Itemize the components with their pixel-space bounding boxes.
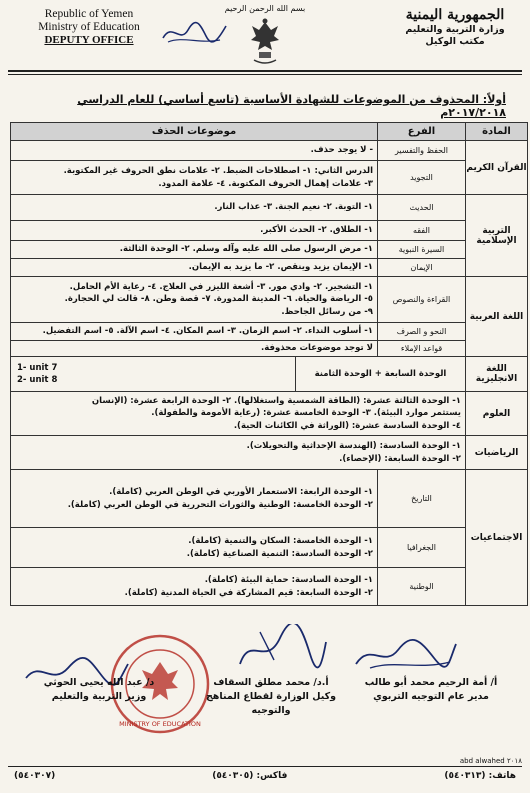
signature-scribble-2 xyxy=(230,624,330,674)
topics-imla: لا توجد موضوعات محذوفة. xyxy=(11,341,378,357)
subject-science: العلوم xyxy=(466,392,528,436)
branch-civic: الوطنية xyxy=(378,568,466,606)
branch-grammar: النحو و الصرف xyxy=(378,323,466,341)
footer-contacts xyxy=(14,771,516,781)
director-name: أ/ أمة الرحيم محمد أبو طالب xyxy=(364,677,498,688)
english-units: 1- unit 7 2- unit 8 xyxy=(17,362,58,385)
topics-hifz: - لا يوجد حذف. xyxy=(11,141,378,161)
director-title: مدير عام التوجيه التربوي xyxy=(373,691,489,702)
branch-tajweed: التجويد xyxy=(378,161,466,195)
minister-name: د/ عبد الله يحيى الحوثي xyxy=(43,677,155,688)
signature-deputy xyxy=(186,676,356,718)
table-row xyxy=(11,161,528,195)
basmala: بسم الله الرحمن الرحيم xyxy=(224,4,306,13)
header-divider-thin xyxy=(8,74,522,75)
branch-history: التاريخ xyxy=(378,470,466,528)
table-row xyxy=(11,195,528,221)
deputy-title: وكيل الوزارة لقطاع المناهج والتوجيه xyxy=(205,691,337,716)
office-name: DEPUTY OFFICE xyxy=(44,34,134,46)
topics-tajweed: الدرس الثاني: ١- اصطلاحات الضبط. ٢- علامات نطق الحروف غير المكتوبة. ٣- علامات إهمال الحروف المكتوبة. ٤- علامة المدود. xyxy=(11,161,378,195)
subject-social: الاجتماعيات xyxy=(466,470,528,606)
table-row xyxy=(11,436,528,470)
table-row xyxy=(11,528,528,568)
branch-hadith: الحديث xyxy=(378,195,466,221)
branch-geo: الجغرافيا xyxy=(378,528,466,568)
header-signature xyxy=(160,18,230,48)
branch-hifz: الحفظ والتفسير xyxy=(378,141,466,161)
stamp-text: MINISTRY OF EDUCATION xyxy=(119,720,201,728)
table-row xyxy=(11,568,528,606)
topics-hadith: ١- التوبة. ٢- نعيم الجنة. ٣- عذاب النار. xyxy=(11,195,378,221)
branch-seerah: السيرة النبوية xyxy=(378,241,466,259)
subject-math: الرياضيات xyxy=(466,436,528,470)
eagle-emblem-icon xyxy=(248,16,282,66)
english-arabic-text: الوحدة السابعة + الوحدة الثامنة xyxy=(295,357,465,391)
table-row xyxy=(11,357,528,392)
country-name: Republic of Yemen xyxy=(44,8,134,20)
table-row xyxy=(11,323,528,341)
footer-fax: فاكس: (٥٤٠٣٠٥) xyxy=(212,771,288,781)
topics-reading: ١- التشجير. ٢- وادي مور. ٣- أشعة الليزر في العلاج. ٤- رعاية الأم الحامل. ٥- الرياضة والحياة. ٦- المدينة المدورة. ٧- قصة وطن. ٨- قالت لي الحجارة. ٩- من رسائل الجاحظ. xyxy=(11,277,378,323)
table-row xyxy=(11,392,528,436)
table-row xyxy=(11,241,528,259)
topics-iman: ١- الإيمان يزيد وينقص. ٢- ما يزيد به الإيمان. xyxy=(11,259,378,277)
table-header-row xyxy=(11,123,528,141)
table-row xyxy=(11,277,528,323)
table-row xyxy=(11,341,528,357)
footer-phone: هاتف: (٥٤٠٣١٣) xyxy=(444,771,516,781)
table-row xyxy=(11,470,528,528)
document-title: أولاً: المحذوف من الموضوعات للشهادة الأساسية (تاسع أساسي) للعام الدراسي ٢٠١٧/٢٠١٨م xyxy=(77,93,506,119)
arabic-office-name: مكتب الوكيل xyxy=(425,36,485,47)
topics-math: ١- الوحدة السادسة: (الهندسة الإحداثية والتحويلات). ٢- الوحدة السابعة: (الإحصاء). xyxy=(11,436,466,470)
table-row xyxy=(11,221,528,241)
subject-quran: القرآن الكريم xyxy=(466,141,528,195)
table-row xyxy=(11,259,528,277)
topics-seerah: ١- مرض الرسول صلى الله عليه وآله وسلم. ٢- الوحدة الثالثة. xyxy=(11,241,378,259)
footer-divider xyxy=(8,766,522,767)
minister-title: وزير التربية والتعليم xyxy=(51,691,147,702)
deputy-name: أ.د/ محمد مطلق السقاف xyxy=(213,677,329,688)
deletions-table xyxy=(10,122,528,606)
topics-geo: ١- الوحدة الخامسة: السكان والتنمية (كاملة). ٢- الوحدة السادسة: التنمية الصناعية (كاملة). xyxy=(11,528,378,568)
header-divider xyxy=(8,70,522,72)
topics-fiqh: ١- الطلاق. ٢- الحدث الأكبر. xyxy=(11,221,378,241)
header-subject: المادة xyxy=(466,123,528,141)
branch-iman: الإيمان xyxy=(378,259,466,277)
header-branch: الفرع xyxy=(378,123,466,141)
signature-scribble-1 xyxy=(350,634,460,674)
topics-history: ١- الوحدة الرابعة: الاستعمار الأوربي في الوطن العربي (كاملة). ٢- الوحدة الخامسة: الوطنية والثورات التحررية في الوطن العربي (كاملة). xyxy=(11,470,378,528)
topics-civic: ١- الوحدة السادسة: حماية البيئة (كاملة). ٢- الوحدة السابعة: قيم المشاركة في الحياة المدنية (كاملة). xyxy=(11,568,378,606)
topics-grammar: ١- أسلوب النداء. ٢- اسم الزمان. ٣- اسم المكان. ٤- اسم الآلة. ٥- اسم التفضيل. xyxy=(11,323,378,341)
topics-science: ١- الوحدة الثالثة عشرة: (الطاقة الشمسية واستغلالها). ٢- الوحدة الرابعة عشرة: (الإنسان يستثمر موارد البيئة). ٣- الوحدة الخامسة عشرة: (رعاية الأمومة والطفولة). ٤- الوحدة السادسة عشرة: (الوراثة في الكائنات الحية). xyxy=(11,392,466,436)
arabic-letterhead xyxy=(390,6,520,48)
arabic-ministry-name: وزارة التربية والتعليم xyxy=(405,24,505,35)
branch-reading: القراءة والنصوص xyxy=(378,277,466,323)
signature-minister xyxy=(14,676,184,704)
subject-islamic: التربية الإسلامية xyxy=(466,195,528,277)
typist-note: abd alwahed ٢٠١٨ xyxy=(459,757,522,765)
topics-english xyxy=(11,357,466,392)
signature-director xyxy=(346,676,516,704)
branch-imla: قواعد الإملاء xyxy=(378,341,466,357)
header-topics: موضوعات الحذف xyxy=(11,123,378,141)
table-row xyxy=(11,141,528,161)
arabic-country-name: الجمهورية اليمنية xyxy=(405,7,505,23)
branch-fiqh: الفقه xyxy=(378,221,466,241)
ministry-name: Ministry of Education xyxy=(38,21,140,33)
english-letterhead xyxy=(14,8,164,47)
subject-english: اللغة الانجليزية xyxy=(466,357,528,392)
footer-other: (٥٤٠٣٠٧) xyxy=(14,771,56,781)
subject-arabic: اللغة العربية xyxy=(466,277,528,357)
